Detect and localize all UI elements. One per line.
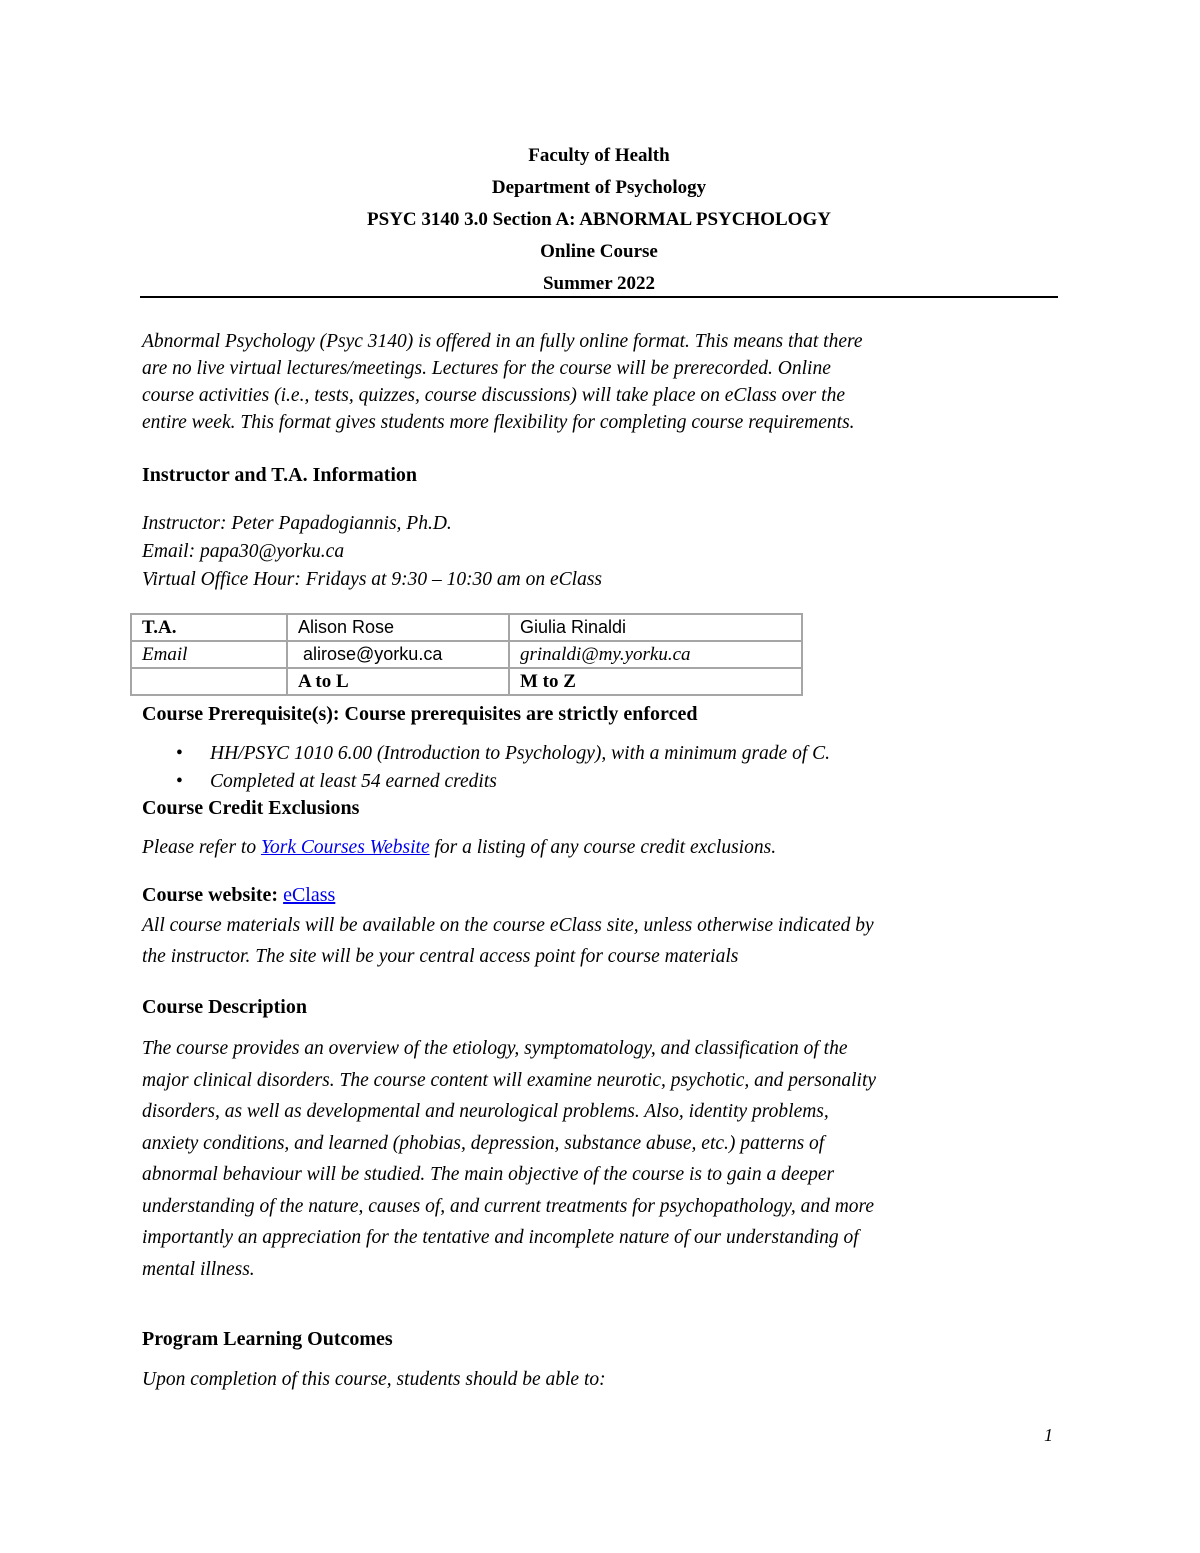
department-title: Department of Psychology <box>491 177 707 198</box>
outcomes-heading: Program Learning Outcomes <box>142 1328 393 1350</box>
intro-line: course activities (i.e., tests, quizzes, course discussions) will take place on eClass over the <box>142 385 845 406</box>
table-row <box>131 668 802 695</box>
header-divider <box>140 296 1058 298</box>
bullet-icon: • <box>176 743 183 764</box>
intro-line: are no live virtual lectures/meetings. Lectures for the course will be prerecorded. Online <box>142 358 831 379</box>
table-cell: grinaldi@my.yorku.ca <box>509 641 802 668</box>
page-number: 1 <box>1044 1425 1053 1445</box>
course-format: Online Course <box>540 241 658 262</box>
table-cell: Giulia Rinaldi <box>509 614 802 641</box>
instructor-info <box>142 510 602 594</box>
website-heading: Course website: eClass <box>142 884 336 906</box>
table-cell: alirose@yorku.ca <box>287 641 509 668</box>
description-heading: Course Description <box>142 996 307 1018</box>
list-item: • Completed at least 54 earned credits <box>142 768 830 796</box>
instructor-heading: Instructor and T.A. Information <box>142 464 418 486</box>
faculty-title: Faculty of Health <box>528 145 670 166</box>
exclusions-heading: Course Credit Exclusions <box>142 797 360 819</box>
table-row <box>131 641 802 668</box>
description-paragraph: The course provides an overview of the etiology, symptomatology, and classification of the major clinical disorders. The course content will examine neurotic, psychotic, and personality disorders, as well as developmental and neurological problems. Also, identity problems, anxiety conditions, and learned (phobias, depression, substance abuse, etc.) patterns of abnormal behaviour will be studied. The main objective of the course is to gain a deeper understanding of the nature, causes of, and current treatments for psychopathology, and more importantly an appreciation for the tentative and incomplete nature of our understanding of mental illness. <box>142 1038 877 1280</box>
course-term: Summer 2022 <box>542 273 656 294</box>
intro-line: Abnormal Psychology (Psyc 3140) is offered in an fully online format. This means that there <box>142 331 863 352</box>
eclass-link[interactable]: eClass <box>283 884 336 906</box>
ta-table <box>130 613 803 696</box>
table-cell: M to Z <box>509 668 802 695</box>
table-cell: T.A. <box>131 614 287 641</box>
table-cell: A to L <box>287 668 509 695</box>
exclusions-text: Please refer to York Courses Website for a listing of any course credit exclusions. <box>142 837 777 858</box>
course-title: PSYC 3140 3.0 Section A: ABNORMAL PSYCHOLOGY <box>367 209 831 230</box>
office-hour: Virtual Office Hour: Fridays at 9:30 – 10:30 am on eClass <box>142 569 603 590</box>
table-cell <box>131 668 287 695</box>
york-courses-link[interactable]: York Courses Website <box>260 837 430 858</box>
prereq-heading: Course Prerequisite(s): Course prerequisites are strictly enforced <box>142 703 698 725</box>
instructor-name: Instructor: Peter Papadogiannis, Ph.D. <box>142 513 452 534</box>
table-cell: Email <box>131 641 287 668</box>
instructor-email: Email: papa30@yorku.ca <box>142 541 345 562</box>
intro-paragraph <box>142 328 863 436</box>
table-cell: Alison Rose <box>287 614 509 641</box>
table-row <box>131 614 802 641</box>
outcomes-text: Upon completion of this course, students should be able to: <box>142 1369 606 1390</box>
prereq-list <box>142 740 830 796</box>
list-item: • HH/PSYC 1010 6.00 (Introduction to Psychology), with a minimum grade of C. <box>142 740 830 768</box>
intro-line: entire week. This format gives students more flexibility for completing course requirements. <box>142 412 855 433</box>
bullet-icon: • <box>176 771 183 792</box>
website-text: All course materials will be available on the course eClass site, unless otherwise indicated by the instructor. The site will be your central access point for course materials <box>142 915 874 967</box>
